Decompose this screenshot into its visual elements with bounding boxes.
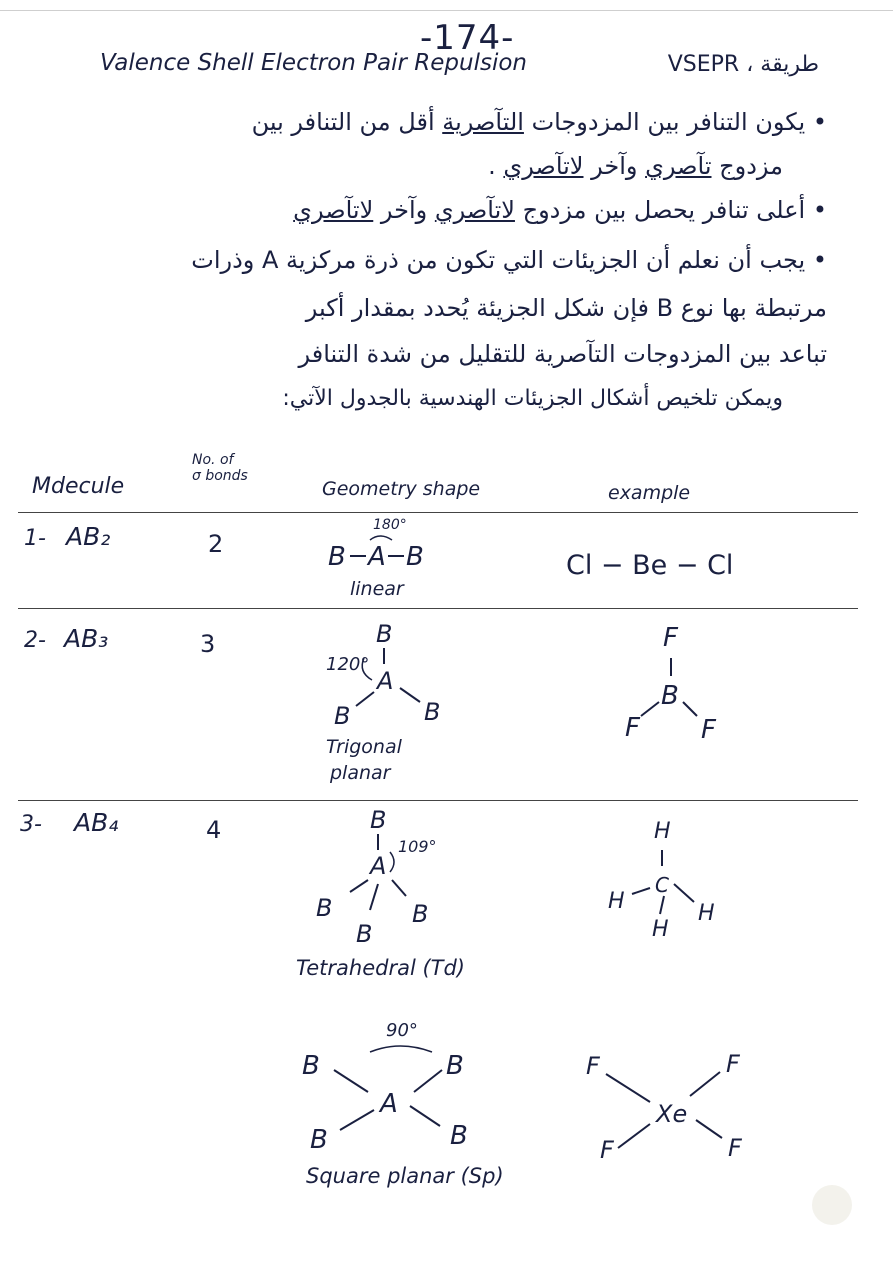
header-title-text: Valence Shell Electron Pair Repulsion xyxy=(100,50,527,76)
row-3-number: 3- xyxy=(20,812,42,837)
trigonal-planar-structure xyxy=(320,612,480,742)
atom-f-bottom-right: F xyxy=(728,1134,742,1160)
row-1-rule xyxy=(18,608,858,609)
atom-f-top-left: F xyxy=(586,1052,600,1080)
header-bonds-top: No. of xyxy=(192,452,234,468)
body-line-4: • يجب أن نعلم أن الجزيئات التي تكون من ذرة مركزية A وذرات xyxy=(191,246,827,274)
row-1-number: 1- xyxy=(24,526,46,551)
body-line-2: مزدوج تآصري وآخر لاتآصري . xyxy=(488,152,783,180)
atom-b-bottom-right: B xyxy=(450,1121,468,1151)
angle-label-90: 90° xyxy=(386,1020,418,1041)
header-example: example xyxy=(608,482,691,504)
atom-h-right: H xyxy=(698,901,715,926)
atom-b-right: B xyxy=(412,900,429,928)
atom-b-bottom-left: B xyxy=(310,1125,328,1155)
atom-f-top-right: F xyxy=(726,1050,740,1078)
row-1-shape: linear xyxy=(350,578,404,600)
bf3-example xyxy=(585,618,725,748)
row-3-bonds: 4 xyxy=(206,816,222,844)
header-title-en xyxy=(100,50,527,76)
header-title-ar xyxy=(668,52,819,77)
atom-b-right: B xyxy=(406,542,424,572)
header-ar-word: طريقة xyxy=(760,52,819,77)
atom-b-left: B xyxy=(334,702,351,730)
atom-f-bottom-left: F xyxy=(600,1136,614,1160)
header-abbr: ، VSEPR xyxy=(667,52,754,77)
atom-xe-center: Xe xyxy=(656,1100,688,1128)
row-4-shape: Square planar (Sp) xyxy=(306,1164,504,1188)
atom-a-center: A xyxy=(370,852,387,880)
row-3-formula: AB₄ xyxy=(74,808,119,837)
angle-label-109: 109° xyxy=(398,837,437,856)
row-2-bonds: 3 xyxy=(200,630,216,658)
row-2-shape-line2: planar xyxy=(330,762,391,784)
top-edge-line xyxy=(0,10,893,11)
atom-h-bottom: H xyxy=(652,917,669,942)
tetrahedral-structure xyxy=(300,800,480,960)
body-line-1: • يكون التنافر بين المزدوجات التآصرية أقل من التنافر بين xyxy=(251,108,827,136)
row-1-bonds: 2 xyxy=(208,530,224,558)
angle-label-180: 180° xyxy=(373,517,407,533)
atom-h-top: H xyxy=(654,819,671,844)
page-number: -174- xyxy=(420,18,515,58)
atom-b-top: B xyxy=(370,806,387,834)
atom-c-center: C xyxy=(655,873,669,897)
header-bonds-bottom: σ bonds xyxy=(192,468,248,484)
xef4-example xyxy=(580,1040,770,1160)
paper-stain xyxy=(812,1185,852,1225)
body-line-3: • أعلى تنافر يحصل بين مزدوج لاتآصري وآخر لاتآصري xyxy=(293,196,827,224)
atom-f-right: F xyxy=(701,715,716,745)
atom-f-left: F xyxy=(625,713,640,743)
atom-b-top-left: B xyxy=(302,1051,320,1081)
row-2-shape-line1: Trigonal xyxy=(326,736,402,758)
header-molecule: Mdecule xyxy=(32,474,125,499)
atom-b-bottom: B xyxy=(356,920,373,948)
square-planar-structure xyxy=(300,1010,520,1160)
atom-b-center: B xyxy=(661,681,679,711)
atom-b-left: B xyxy=(328,542,346,572)
row-1-formula: AB₂ xyxy=(66,522,111,551)
row-3-shape: Tetrahedral (Td) xyxy=(296,956,466,980)
atom-b-top-right: B xyxy=(446,1051,464,1081)
angle-label-120: 120° xyxy=(326,654,370,675)
header-geometry: Geometry shape xyxy=(322,478,481,500)
body-line-6: تباعد بين المزدوجات التآصرية للتقليل من شدة التنافر xyxy=(298,340,827,368)
atom-h-left: H xyxy=(608,889,625,914)
atom-a-center: A xyxy=(380,1089,398,1119)
atom-f-top: F xyxy=(663,623,678,653)
atom-b-left: B xyxy=(316,894,333,922)
row-2-formula: AB₃ xyxy=(64,624,109,653)
body-line-5: مرتبطة بها نوع B فإن شكل الجزيئة يُحدد بمقدار أكبر xyxy=(305,294,827,322)
header-bonds xyxy=(192,452,248,484)
atom-b-top: B xyxy=(376,620,393,648)
row-1-example: Cl − Be − Cl xyxy=(566,550,734,581)
atom-a-center: A xyxy=(377,667,394,695)
body-line-7: ويمكن تلخيص أشكال الجزيئات الهندسية بالجدول الآتي: xyxy=(282,386,783,411)
atom-a-center: A xyxy=(368,542,386,572)
row-2-number: 2- xyxy=(24,628,46,653)
atom-b-right: B xyxy=(424,698,441,726)
ch4-example xyxy=(598,808,768,948)
